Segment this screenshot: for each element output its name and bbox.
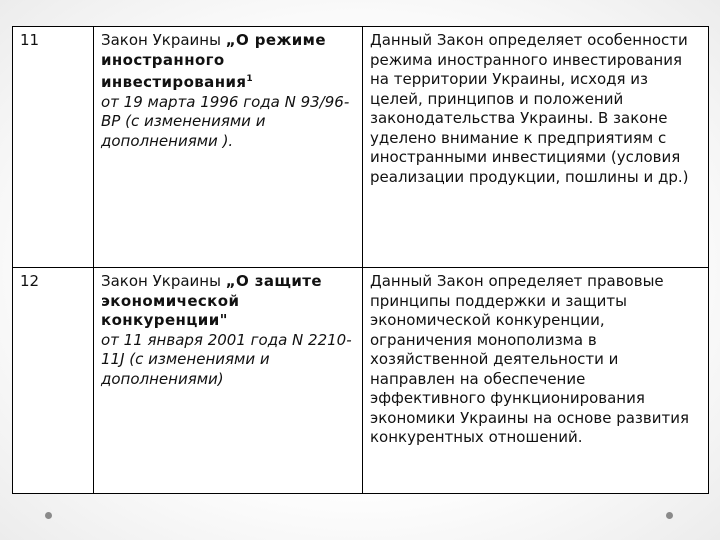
laws-table [12, 26, 709, 494]
law-prefix: Закон Украины [101, 31, 226, 49]
law-footnote: 1 [246, 74, 254, 84]
row-number: 11 [13, 27, 94, 268]
table-row [13, 27, 709, 268]
law-prefix: Закон Украины [101, 272, 226, 290]
law-date: от 11 января 2001 года N 2210-11J (с изменениями и дополнениями) [101, 330, 352, 388]
row-number: 12 [13, 268, 94, 494]
law-description: Данный Закон определяет правовые принципы поддержки и защиты экономической конкуренции, ограничения монополизма в хозяйственной деятельности и направлен на обеспечение эффективного функционирования экономики Украины на основе развития конкурентных отношений. [363, 268, 709, 494]
decorative-dot-right [666, 512, 673, 519]
table-row [13, 268, 709, 494]
law-title: „О режиме иностранного инвестирования [101, 31, 326, 91]
law-description: Данный Закон определяет особенности режима иностранного инвестирования на территории Украины, исходя из целей, принципов и положений законодательства Украины. В законе уделено внимание к предприятиям с иностранными инвестициями (условия реализации продукции, пошлины и др.) [363, 27, 709, 268]
law-cell [94, 268, 363, 494]
law-date: от 19 марта 1996 года N 93/96-ВР (с изменениями и дополнениями ). [101, 92, 350, 150]
law-title: „О защите экономической конкуренции" [101, 272, 322, 329]
law-cell [94, 27, 363, 268]
decorative-dot-left [45, 512, 52, 519]
